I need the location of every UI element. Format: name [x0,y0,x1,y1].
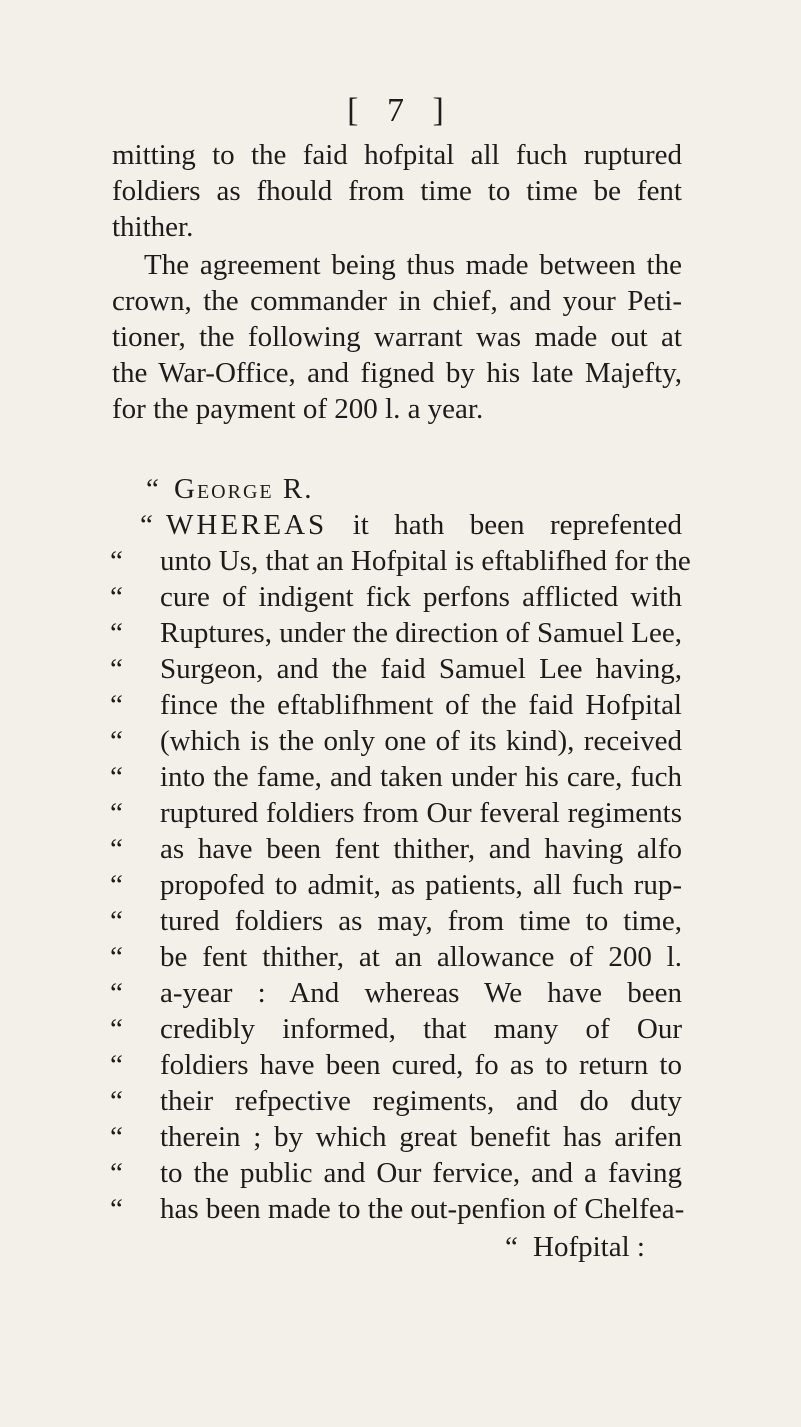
warrant-line: as have been fent thither, and having alfo [160,833,682,865]
warrant-line: has been made to the out-penfion of Chelfea- [160,1193,685,1225]
warrant-line: their refpective regiments, and do duty [160,1085,682,1117]
quote-mark: “ [110,581,123,613]
warrant-line: into the fame, and taken under his care, fuch [160,761,682,793]
salutation: George R. [174,473,314,505]
quote-mark: “ [110,869,123,901]
warrant-line: unto Us, that an Hofpital is eftablifhed for the [160,545,691,577]
quote-mark: “ [110,1121,123,1153]
text-line: mitting to the faid hofpital all fuch ruptured [112,139,682,171]
warrant-line: Ruptures, under the direction of Samuel Lee, [160,617,682,649]
quote-mark: “ [110,689,123,721]
text-line: the War-Office, and figned by his late Majefty, [112,357,682,389]
warrant-line: foldiers have been cured, fo as to return to [160,1049,682,1081]
page-number-header: [ 7 ] [347,92,454,129]
quote-mark: “ [110,545,123,577]
warrant-line: a-year : And whereas We have been [160,977,682,1009]
warrant-line: credibly informed, that many of Our [160,1013,682,1045]
warrant-line: to the public and Our fervice, and a faving [160,1157,682,1189]
quote-mark: “ [110,797,123,829]
quote-mark: “ [110,653,123,685]
catchword: Hofpital : [533,1231,645,1263]
text-line: tioner, the following warrant was made out at [112,321,682,353]
warrant-line: tured foldiers as may, from time to time, [160,905,682,937]
warrant-line: (which is the only one of its kind), received [160,725,682,757]
text-line: crown, the commander in chief, and your Peti- [112,285,682,317]
text-line: for the payment of 200 l. a year. [112,393,484,425]
warrant-line: fince the eftablifhment of the faid Hofpital [160,689,682,721]
warrant-opening-line [166,507,682,543]
quote-mark: “ [110,1013,123,1045]
warrant-line: ruptured foldiers from Our feveral regiments [160,797,682,829]
quote-mark: “ [110,1157,123,1189]
warrant-line: Surgeon, and the faid Samuel Lee having, [160,653,682,685]
quote-mark: “ [110,833,123,865]
quote-mark: “ [140,509,153,541]
warrant-line: be fent thither, at an allowance of 200 l. [160,941,682,973]
text-line: foldiers as fhould from time to time be fent [112,175,682,207]
quote-mark: “ [110,761,123,793]
quote-mark: “ [110,977,123,1009]
quote-mark: “ [110,941,123,973]
quote-mark: “ [110,725,123,757]
text-line: thither. [112,211,194,243]
quote-mark: “ [110,1049,123,1081]
quote-mark: “ [110,1085,123,1117]
quote-mark: “ [110,905,123,937]
quote-mark: “ [110,617,123,649]
quote-mark: “ [505,1231,518,1263]
warrant-line: cure of indigent fick perfons afflicted with [160,581,682,613]
quote-mark: “ [146,473,159,505]
opening-rest: it hath been reprefented [352,509,683,541]
warrant-line: therein ; by which great benefit has arifen [160,1121,682,1153]
warrant-line: propofed to admit, as patients, all fuch rup- [160,869,682,901]
whereas-word: WHEREAS [166,509,328,541]
text-line: The agreement being thus made between the [144,249,682,281]
quote-mark: “ [110,1193,123,1225]
